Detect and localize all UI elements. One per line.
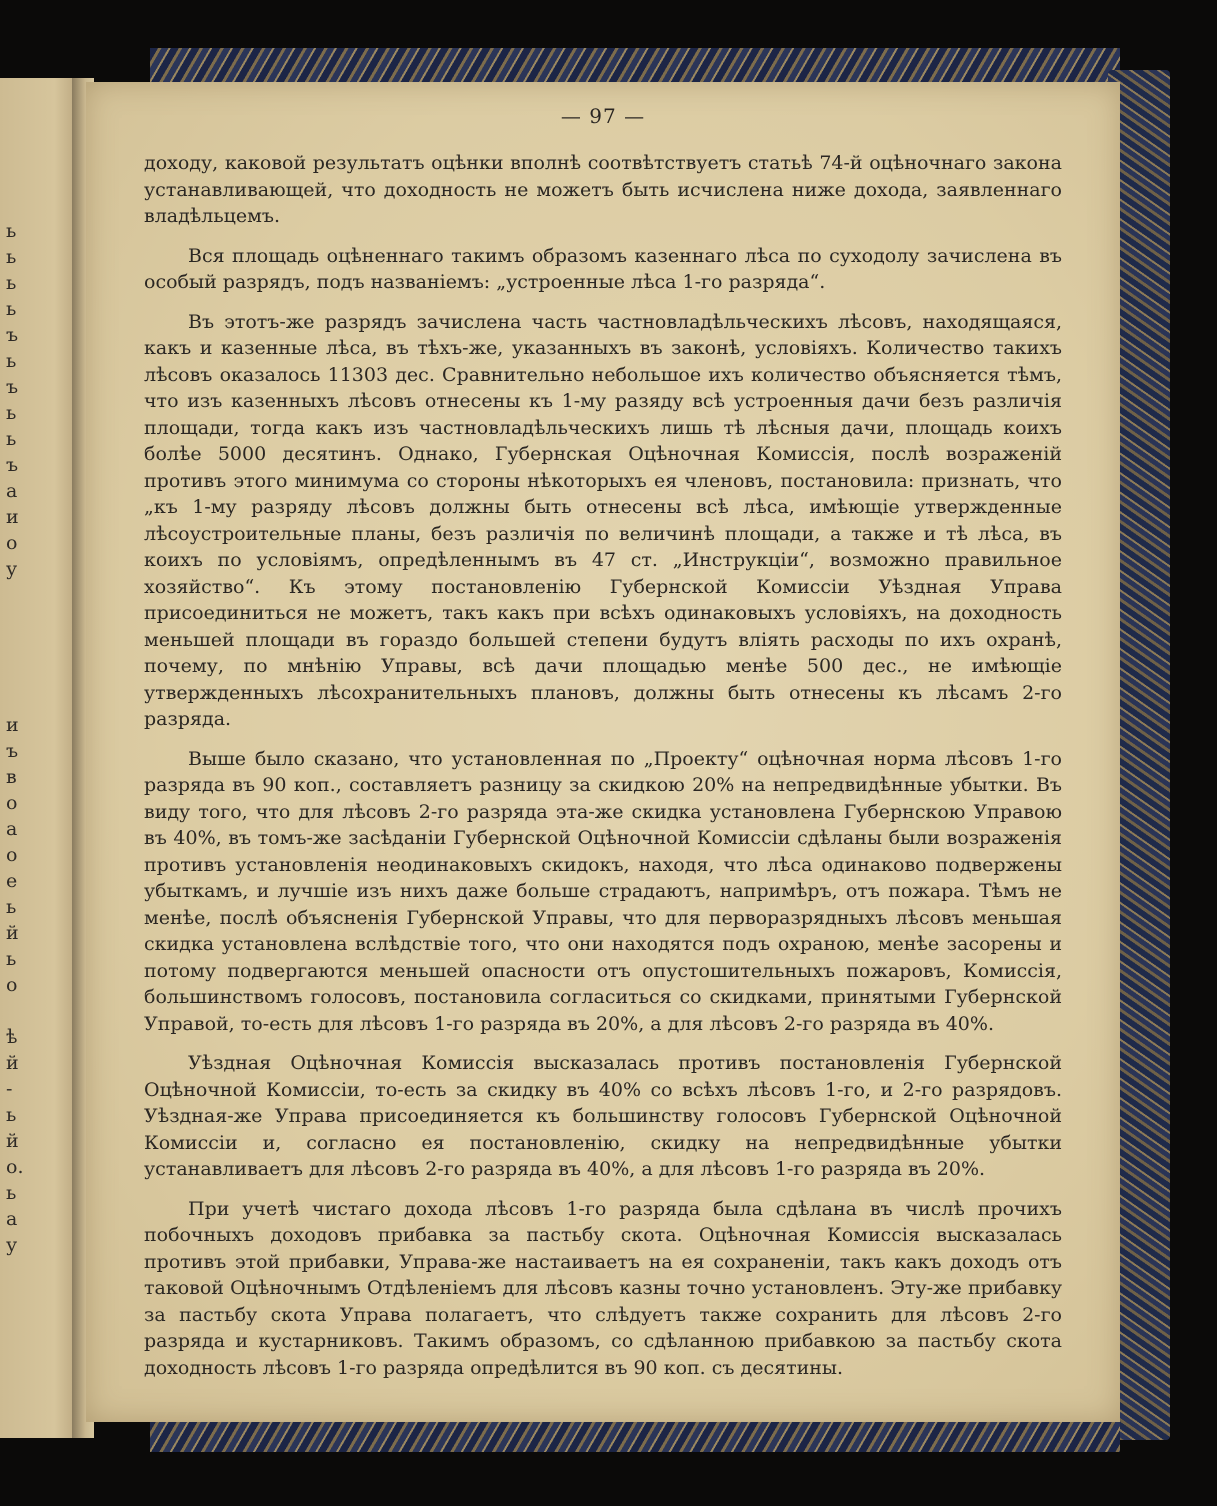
left-page-letter xyxy=(6,998,26,1024)
left-page-letter: ь xyxy=(6,896,17,918)
left-page-letter: ь xyxy=(6,350,17,372)
left-page-letter xyxy=(6,686,26,712)
book-cover-bottom-edge xyxy=(150,1418,1120,1452)
left-page-letter: а xyxy=(6,480,18,502)
left-page-letter: ь xyxy=(6,298,17,320)
left-page-letter: ь xyxy=(6,428,17,450)
paragraph-3: Въ этотъ-же разрядъ зачислена часть частновладѣльческихъ лѣсовъ, находящаяся, какъ и казенные лѣса, въ тѣхъ-же, указанныхъ въ законѣ, условіяхъ. Количество такихъ лѣсовъ оказалось 11303 дес. Сравнительно небольшое ихъ количество объясняется тѣмъ, что изъ казенныхъ лѣсовъ отнесены къ 1-му разяду всѣ устроенныя дачи безъ различія площади, тогда какъ изъ частновладѣльческихъ лишь тѣ лѣсныя дачи, площадь коихъ болѣе 5000 десятинъ. Однако, Губернская Оцѣночная Комиссія, послѣ возраженій противъ этого минимума со стороны нѣкоторыхъ ея членовъ, постановила: признать, что „къ 1-му разряду лѣсовъ должны быть отнесены всѣ лѣса, имѣющіе утвержденные лѣсоустроительные планы, безъ различія по величинѣ площади, а также и тѣ лѣса, въ коихъ по условіямъ, опредѣленнымъ въ 47 ст. „Инструкціи“, возможно правильное хозяйство“. Къ этому постановленію Губернской Комиссіи Уѣздная Управа присоединиться не можетъ, такъ какъ при всѣхъ одинаковыхъ условіяхъ, на доходность меньшей площади въ гораздо большей степени будутъ вліять расходы по ихъ охранѣ, почему, по мнѣнію Управы, всѣ дачи площадью менѣе 500 дес., не имѣющіе утвержденныхъ лѣсохранительныхъ плановъ, должны быть отнесены къ лѣсамъ 2-го разряда. xyxy=(144,310,1062,730)
paragraph-6: При учетѣ чистаго дохода лѣсовъ 1-го разряда была сдѣлана въ числѣ прочихъ побочныхъ доходовъ прибавка за пастьбу скота. Оцѣночная Комиссія высказалась противъ этой прибавки, Управа-же настаиваетъ на ея сохраненіи, такъ какъ доходъ отъ таковой Оцѣночнымъ Отдѣленіемъ для лѣсовъ казны точно установленъ. Эту-же прибавку за пастьбу скота Управа полагаетъ, что слѣдуетъ также сохранить для лѣсовъ 2-го разряда и кустарниковъ. Такимъ образомъ, со сдѣланною прибавкою за пастьбу скота доходность лѣсовъ 1-го разряда опредѣлится въ 90 коп. съ десятины. xyxy=(144,1197,1062,1379)
left-page-letter: у xyxy=(6,558,18,580)
left-page-letter: ъ xyxy=(6,740,19,762)
left-page-letter: ь xyxy=(6,272,17,294)
left-page-letter: ъ xyxy=(6,376,19,398)
left-page-fragment xyxy=(0,78,78,1438)
left-page-letter: ь xyxy=(6,1182,17,1204)
left-page-letter: ь xyxy=(6,220,17,242)
paragraph-1: доходу, каковой результатъ оцѣнки вполнѣ соотвѣтствуетъ статьѣ 74-й оцѣночнаго закона устанавливающей, что доходность не можетъ быть исчислена ниже дохода, заявленнаго владѣльцемъ. xyxy=(144,152,1062,227)
left-page-letter-column xyxy=(6,218,26,1258)
left-page-letter: о. xyxy=(6,1156,24,1178)
left-page-letter: а xyxy=(6,818,18,840)
paragraph-4: Выше было сказано, что установленная по „Проекту“ оцѣночная норма лѣсовъ 1-го разряда въ 90 коп., составляетъ разницу за скидкою 20% на непредвидѣнные убытки. Въ виду того, что для лѣсовъ 2-го разряда эта-же скидка установлена Губернскою Управою въ 40%, въ томъ-же засѣданіи Губернской Оцѣночной Комиссіи сдѣланы были возраженія противъ установленія неодинаковыхъ скидокъ, находя, что лѣса одинаково подвержены убыткамъ, и лучшіе изъ нихъ даже больше страдаютъ, напримѣръ, отъ пожара. Тѣмъ не менѣе, послѣ объясненія Губернской Управы, что для перворазрядныхъ лѣсовъ меньшая скидка установлена вслѣдствіе того, что они находятся подъ охраною, менѣе засорены и потому подвергаются меньшей опасности отъ опустошительныхъ пожаровъ, Комиссія, большинствомъ голосовъ, постановила согласиться со скидками, принятыми Губернской Управой, то-есть для лѣсовъ 1-го разряда въ 20%, а для лѣсовъ 2-го разряда въ 40%. xyxy=(144,747,1062,1035)
left-page-letter: й xyxy=(6,1130,19,1152)
left-page-letter: ь xyxy=(6,246,17,268)
left-page-letter: о xyxy=(6,974,18,996)
document-page xyxy=(86,82,1120,1422)
left-page-letter: ъ xyxy=(6,454,19,476)
left-page-letter: о xyxy=(6,844,18,866)
left-page-letter: ъ xyxy=(6,324,19,346)
left-page-letter: ь xyxy=(6,948,17,970)
left-page-letter: и xyxy=(6,506,19,528)
left-page-letter: а xyxy=(6,1208,18,1230)
left-page-letter: е xyxy=(6,870,18,892)
left-page-letter: й xyxy=(6,922,19,944)
left-page-letter: ь xyxy=(6,402,17,424)
left-page-letter: ь xyxy=(6,1104,17,1126)
page-body xyxy=(144,150,1062,1394)
left-page-letter: - xyxy=(6,1078,13,1100)
left-page-letter: й xyxy=(6,1052,19,1074)
left-page-letter xyxy=(6,582,26,608)
left-page-letter: и xyxy=(6,714,19,736)
left-page-letter: о xyxy=(6,532,18,554)
left-page-letter: у xyxy=(6,1234,18,1256)
left-page-letter: в xyxy=(6,766,17,788)
paragraph-2: Вся площадь оцѣненнаго такимъ образомъ казеннаго лѣса по суходолу зачислена въ особый разрядъ, подъ названіемъ: „устроенные лѣса 1-го разряда“. xyxy=(144,244,1062,293)
left-page-letter: ѣ xyxy=(6,1026,18,1048)
left-page-letter: о xyxy=(6,792,18,814)
page-number: — 97 — xyxy=(560,104,646,128)
left-page-letter xyxy=(6,608,26,634)
left-page-letter xyxy=(6,634,26,660)
left-page-letter xyxy=(6,660,26,686)
paragraph-5: Уѣздная Оцѣночная Комиссія высказалась противъ постановленія Губернской Оцѣночной Комиссіи, то-есть за скидку въ 40% со всѣхъ лѣсовъ 1-го, и 2-го разрядовъ. Уѣздная-же Управа присоединяется къ большинству голосовъ Губернской Оцѣночной Комиссіи и, согласно ея постановленію, скидку на непредвидѣнные убытки устанавливаетъ для лѣсовъ 2-го разряда въ 40%, а для лѣсовъ 1-го разряда въ 20%. xyxy=(144,1052,1062,1180)
